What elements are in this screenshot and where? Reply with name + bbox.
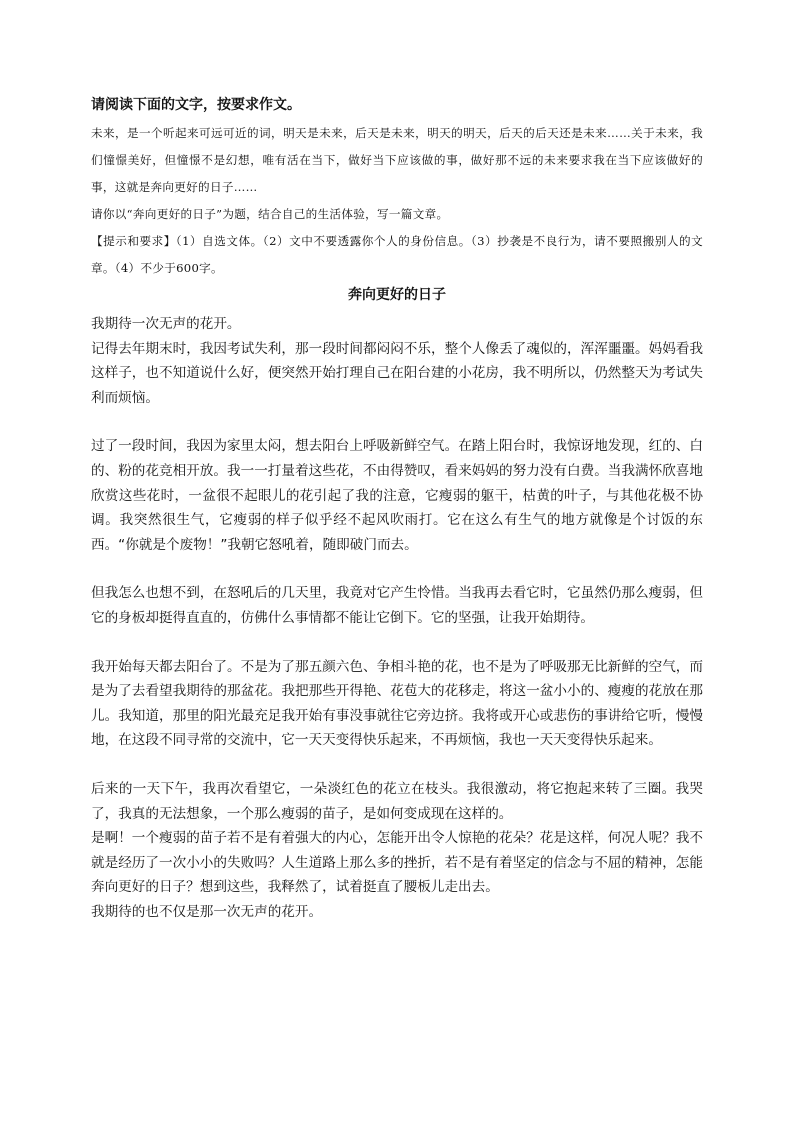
essay-paragraph: 是啊！一个瘦弱的苗子若不是有着强大的内心，怎能开出令人惊艳的花朵？花是这样，何况人呢？我不就是经历了一次小小的失败吗？人生道路上那么多的挫折，若不是有着坚定的信念与不屈的精神，怎能奔向更好的日子？想到这些，我释然了，试着挺直了腰板儿走出去。 <box>91 830 703 896</box>
essay-paragraph: 但我怎么也想不到，在怒吼后的几天里，我竟对它产生怜惜。当我再去看它时，它虽然仍那么瘦弱，但它的身板却挺得直直的，仿佛什么事情都不能让它倒下。它的坚强，让我开始期待。 <box>91 585 703 626</box>
essay-paragraph: 记得去年期末时，我因考试失利，那一段时间都闷闷不乐，整个人像丢了魂似的，浑浑噩噩。妈妈看我这样子，也不知道说什么好，便突然开始打理自己在阳台建的小花房，我不明所以，仍然整天为考试失利而烦恼。 <box>91 340 703 406</box>
prompt-paragraph-requirements: 【提示和要求】（1）自选文体。（2）文中不要透露你个人的身份信息。（3）抄袭是不良行为，请不要照搬别人的文章。（4）不少于600字。 <box>91 234 703 275</box>
essay-paragraph: 我期待的也不仅是那一次无声的花开。 <box>91 903 323 920</box>
essay-paragraph: 后来的一天下午，我再次看望它，一朵淡红色的花立在枝头。我很激动，将它抱起来转了三圈。我哭了，我真的无法想象，一个那么瘦弱的苗子，是如何变成现在这样的。 <box>91 780 703 822</box>
essay-paragraph: 我开始每天都去阳台了。不是为了那五颜六色、争相斗艳的花，也不是为了呼吸那无比新鲜的空气，而是为了去看望我期待的那盆花。我把那些开得艳、花苞大的花移走，将这一盆小小的、瘦瘦的花放在那儿。我知道，那里的阳光最充足我开始有事没事就往它旁边挤。我将或开心或悲伤的事讲给它听，慢慢地，在这段不同寻常的交流中，它一天天变得快乐起来，不再烦恼，我也一天天变得快乐起来。 <box>91 658 703 749</box>
essay-prompt <box>91 94 703 282</box>
prompt-heading: 请阅读下面的文字，按要求作文。 <box>91 97 301 113</box>
prompt-paragraph-task: 请你以“奔向更好的日子”为题，结合自己的生活体验，写一篇文章。 <box>91 207 449 221</box>
essay-paragraph: 过了一段时间，我因为家里太闷，想去阳台上呼吸新鲜空气。在踏上阳台时，我惊讶地发现，红的、白的、粉的花竞相开放。我一一打量着这些花，不由得赞叹，看来妈妈的努力没有白费。当我满怀欣喜地欣赏这些花时，一盆很不起眼儿的花引起了我的注意，它瘦弱的躯干，枯黄的叶子，与其他花极不协调。我突然很生气，它瘦弱的样子似乎经不起风吹雨打。它在这么有生气的地方就像是个讨饭的东西。“你就是个废物！”我朝它怒吼着，随即破门而去。 <box>91 438 703 553</box>
essay-title: 奔向更好的日子 <box>348 287 446 303</box>
prompt-paragraph-future: 未来，是一个听起来可远可近的词，明天是未来，后天是未来，明天的明天，后天的后天还是未来……关于未来，我们憧憬美好，但憧憬不是幻想，唯有活在当下，做好当下应该做的事，做好那不远的未来要求我在当下应该做好的事，这就是奔向更好的日子…… <box>91 126 703 194</box>
essay-paragraph: 我期待一次无声的花开。 <box>91 316 241 332</box>
essay-body <box>91 284 703 924</box>
